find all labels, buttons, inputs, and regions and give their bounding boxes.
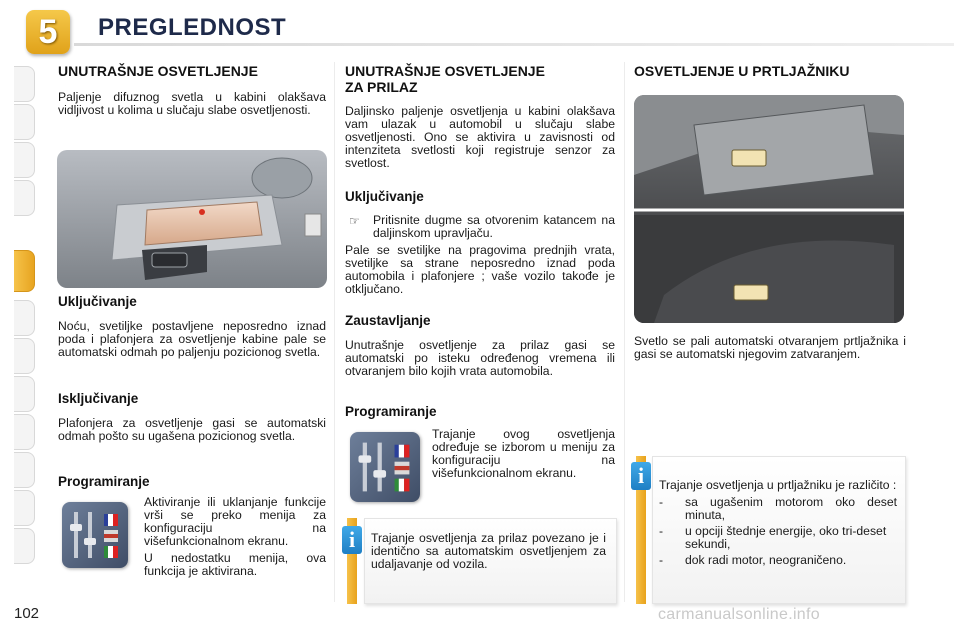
programming-heading: Programiranje	[58, 474, 150, 489]
watermark: carmanualsonline.info	[658, 606, 820, 623]
chapter-tab-10[interactable]	[14, 452, 35, 488]
boot-lamp-illustration	[634, 95, 904, 323]
chapter-tab-11[interactable]	[14, 490, 35, 526]
info-box-boot	[652, 456, 906, 604]
column-boot-lighting	[634, 63, 906, 79]
chapter-number: 5	[38, 12, 58, 51]
switch-on-heading: Uključivanje	[58, 294, 137, 309]
pointing-hand-icon: ☞	[349, 214, 360, 228]
configuration-menu-icon	[62, 502, 128, 568]
list-item: - sa ugašenim motorom oko deset minuta,	[659, 495, 897, 522]
programming-text-2: U nedostatku menija, ova funkcija je aktivirana.	[144, 551, 326, 578]
column-divider	[624, 62, 625, 602]
col1-programming-section	[58, 474, 326, 489]
ceiling-lamp-illustration	[57, 150, 327, 288]
chapter-badge	[26, 10, 70, 54]
info-list	[659, 496, 897, 567]
col3-text-block	[634, 335, 906, 361]
intro-text: Paljenje difuznog svetla u kabini olakšava vidljivost u kolima u slučaju slabe osvetljenosti.	[58, 90, 326, 117]
page-number: 102	[14, 605, 40, 622]
configuration-menu-icon	[350, 432, 420, 502]
switch-on-bullet: Pritisnite dugme sa otvorenim katancem na daljinskom upravljaču.	[373, 213, 615, 240]
intro-text: Daljinsko paljenje osvetljenja u kabini olakšava vam ulazak u automobil u slučaju slabe osvetljenosti. Ono se aktivira u zavisnosti od intenziteta svetlosti koji registruje senzor za svetlost.	[345, 104, 615, 170]
switch-off-heading: Isključivanje	[58, 391, 139, 406]
col1-programming-text-block	[144, 496, 326, 578]
stop-heading: Zaustavljanje	[345, 313, 431, 328]
switch-off-text: Plafonjera za osvetljenje gasi se automatski odmah pošto su ugašena pozicionog svetla.	[58, 416, 326, 443]
info-text: Trajanje osvetljenja za prilaz povezano je i identično sa automatskim osvetljenjem za udaljavanje od vozila.	[371, 531, 606, 571]
switch-on-heading: Uključivanje	[345, 189, 424, 204]
chapter-tab-4[interactable]	[14, 180, 35, 216]
programming-text: Trajanje ovog osvetljenja određuje se izborom u meniju za konfiguraciju na višefunkcionalnom ekranu.	[432, 427, 615, 480]
column-approach-lighting	[345, 63, 615, 170]
section-heading: UNUTRAŠNJE OSVETLJENJE	[58, 63, 258, 79]
section-heading: OSVETLJENJE U PRTLJAŽNIKU	[634, 63, 850, 79]
programming-heading: Programiranje	[345, 404, 437, 419]
column-interior-lighting	[58, 63, 326, 117]
info-intro: Trajanje osvetljenja u prtljažniku je različito :	[659, 478, 897, 492]
column-divider	[334, 62, 335, 602]
col2-programming-section	[345, 404, 615, 419]
info-box-approach	[364, 518, 617, 604]
chapter-tab-2[interactable]	[14, 104, 35, 140]
chapter-tab-8[interactable]	[14, 376, 35, 412]
col2-stop-section	[345, 313, 615, 378]
list-item: - u opciji štednje energije, oko tri-deset sekundi,	[659, 524, 887, 551]
col1-switch-on-section	[58, 294, 326, 359]
page-header	[0, 0, 960, 60]
col2-switch-on-section	[345, 189, 615, 296]
info-icon: i	[631, 462, 651, 490]
section-heading-line2: ZA PRILAZ	[345, 79, 418, 95]
list-item: - dok radi motor, neograničeno.	[659, 553, 847, 567]
chapter-tab-9[interactable]	[14, 414, 35, 450]
page-title: PREGLEDNOST	[98, 14, 287, 41]
chapter-tab-1[interactable]	[14, 66, 35, 102]
boot-text: Svetlo se pali automatski otvaranjem prtljažnika i gasi se automatski njegovim zatvaranjem.	[634, 334, 906, 361]
programming-text-1: Aktiviranje ili uklanjanje funkcije vrši se preko menija za konfiguraciju na višefunkcionalnom ekranu.	[144, 495, 326, 548]
chapter-tab-3[interactable]	[14, 142, 35, 178]
stop-text: Unutrašnje osvetljenje za prilaz gasi se automatski po isteku određenog vremena ili otvaranjem bilo kojih vrata automobila.	[345, 338, 615, 378]
switch-on-text: Pale se svetiljke na pragovima prednjih vrata, svetiljke sa strane neposredno iznad poda automobila i plafonjere ; vaše vozilo takođe je otključano.	[345, 243, 615, 296]
chapter-tab-12[interactable]	[14, 528, 35, 564]
info-icon: i	[342, 526, 362, 554]
chapter-tab-6[interactable]	[14, 300, 35, 336]
header-divider	[74, 43, 954, 46]
boot-lamp-photo	[634, 95, 904, 323]
ceiling-lamp-photo	[57, 150, 327, 288]
col1-switch-off-section	[58, 391, 326, 443]
col2-programming-text-block	[432, 428, 615, 480]
section-heading-line1: UNUTRAŠNJE OSVETLJENJE	[345, 63, 545, 79]
switch-on-text: Noću, svetiljke postavljene neposredno iznad poda i plafonjera za osvetljenje kabine pale se automatski odmah po paljenju pozicionog svetla.	[58, 319, 326, 359]
chapter-tab-5-active[interactable]	[14, 250, 35, 292]
chapter-tab-7[interactable]	[14, 338, 35, 374]
